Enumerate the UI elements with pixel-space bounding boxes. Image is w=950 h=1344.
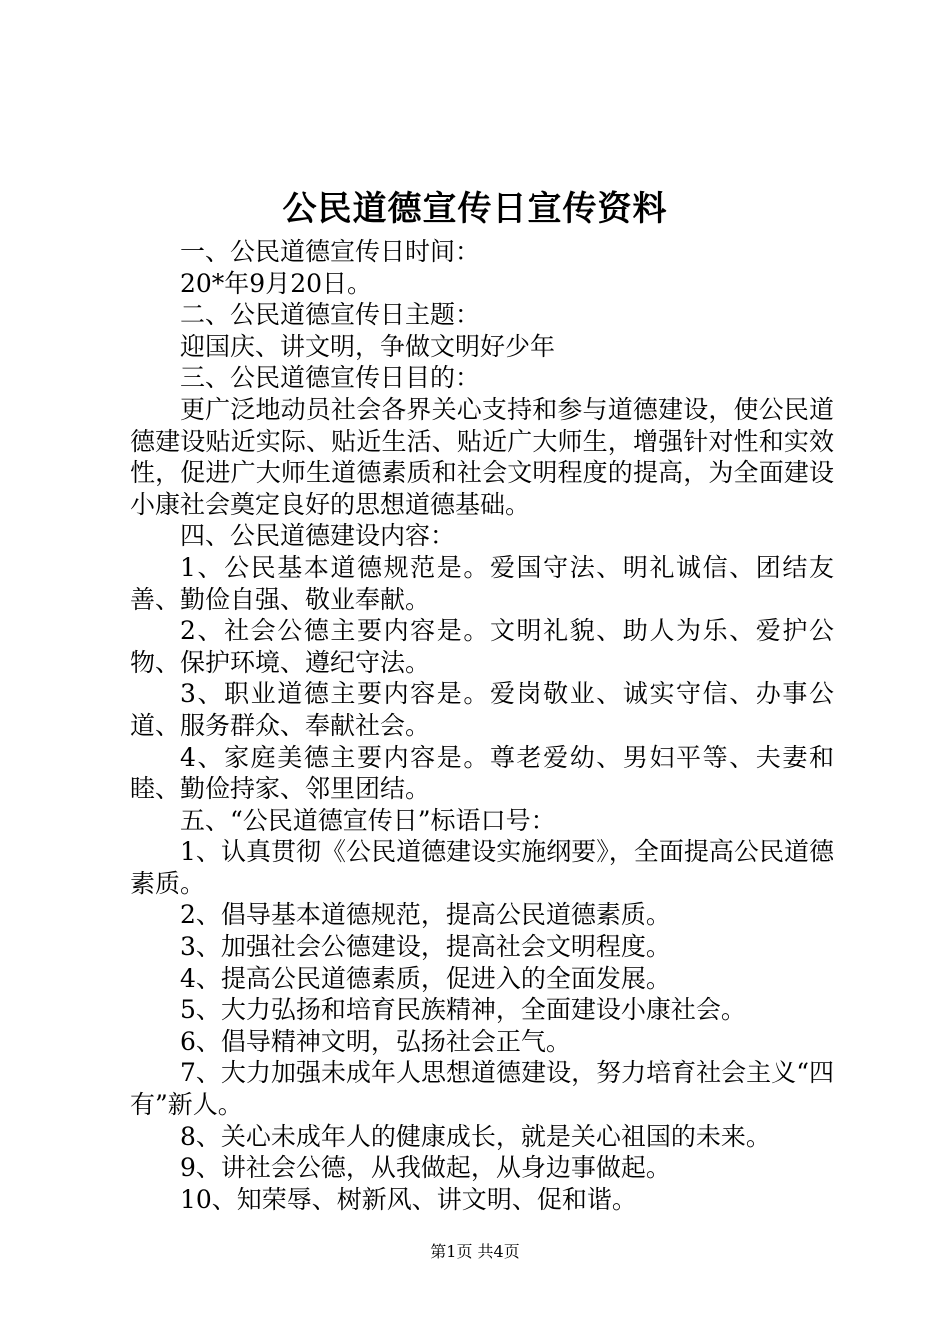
paragraph-date: 20*年9月20日。 bbox=[180, 268, 373, 298]
list-item-content: 1、公民基本道德规范是。爱国守法、明礼诚信、团结友善、勤俭自强、敬业奉献。 bbox=[130, 552, 834, 614]
section-heading-time: 一、公民道德宣传日时间： bbox=[180, 237, 481, 266]
list-item-content: 4、家庭美德主要内容是。尊老爱幼、男妇平等、夫妻和睦、勤俭持家、邻里团结。 bbox=[130, 742, 834, 804]
list-item-slogan: 10、知荣辱、树新风、讲文明、促和谐。 bbox=[180, 1184, 637, 1214]
page-footer: 第1页 共4页 bbox=[430, 1242, 520, 1261]
list-item-slogan: 1、认真贯彻《公民道德建设实施纲要》，全面提高公民道德素质。 bbox=[130, 837, 834, 898]
section-heading-purpose: 三、公民道德宣传日目的： bbox=[180, 363, 481, 393]
list-item-slogan: 5、大力弘扬和培育民族精神，全面建设小康社会。 bbox=[180, 995, 746, 1025]
section-heading-content: 四、公民道德建设内容： bbox=[180, 521, 456, 551]
document-title: 公民道德宣传日宣传资料 bbox=[282, 189, 668, 229]
list-item-content: 2、社会公德主要内容是。文明礼貌、助人为乐、爱护公物、保护环境、遵纪守法。 bbox=[130, 616, 834, 677]
document-body bbox=[130, 236, 834, 1215]
list-item-content: 3、职业道德主要内容是。爱岗敬业、诚实守信、办事公道、服务群众、奉献社会。 bbox=[130, 679, 834, 740]
paragraph-theme: 迎国庆、讲文明，争做文明好少年 bbox=[180, 331, 556, 361]
list-item-slogan: 4、提高公民道德素质，促进入的全面发展。 bbox=[180, 963, 671, 993]
list-item-slogan: 9、讲社会公德，从我做起，从身边事做起。 bbox=[180, 1153, 671, 1183]
list-item-slogan: 8、关心未成年人的健康成长，就是关心祖国的未来。 bbox=[180, 1121, 771, 1151]
list-item-slogan: 6、倡导精神文明，弘扬社会正气。 bbox=[180, 1026, 571, 1056]
list-item-slogan: 7、大力加强未成年人思想道德建设，努力培育社会主义“四有”新人。 bbox=[130, 1058, 834, 1120]
section-heading-theme: 二、公民道德宣传日主题： bbox=[180, 300, 481, 330]
list-item-slogan: 2、倡导基本道德规范，提高公民道德素质。 bbox=[180, 900, 671, 930]
list-item-slogan: 3、加强社会公德建设，提高社会文明程度。 bbox=[180, 932, 671, 962]
paragraph-purpose: 更广泛地动员社会各界关心支持和参与道德建设，使公民道德建设贴近实际、贴近生活、贴近广大师生，增强针对性和实效性，促进广大师生道德素质和社会文明程度的提高，为全面建设小康社会奠定良好的思想道德基础。 bbox=[130, 394, 834, 519]
section-heading-slogans: 五、“公民道德宣传日”标语口号： bbox=[180, 805, 556, 835]
